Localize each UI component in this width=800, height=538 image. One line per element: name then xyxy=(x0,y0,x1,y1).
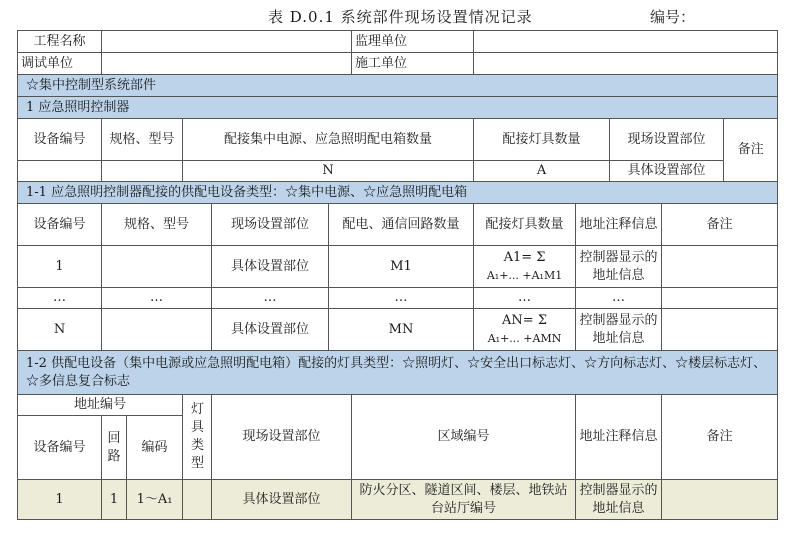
s11-row1-lamps-sum: A1= Σ xyxy=(503,249,546,265)
s11-header-device-id: 设备编号 xyxy=(18,204,102,246)
s11-header-lamps: 配接灯具数量 xyxy=(474,204,576,246)
s12-header-zone: 区域编号 xyxy=(352,395,576,480)
s11-row3-circuits: MN xyxy=(329,309,474,351)
s12-header-device-id: 设备编号 xyxy=(18,416,102,480)
s11-header-remark: 备注 xyxy=(662,204,778,246)
s12-row1-lamp-type[interactable] xyxy=(183,480,212,520)
s11-header-location: 现场设置部位 xyxy=(212,204,329,246)
table-row xyxy=(18,246,778,288)
s12-header-address-info: 地址注释信息 xyxy=(576,395,662,480)
s12-row1-address-info: 控制器显示的地址信息 xyxy=(576,480,662,520)
s12-header-lamp-type: 灯具类型 xyxy=(183,395,212,480)
s12-row1-device-id: 1 xyxy=(18,480,102,520)
ctrl-cell-device-id[interactable] xyxy=(18,161,102,182)
s12-header-location: 现场设置部位 xyxy=(212,395,352,480)
ctrl-cell-model[interactable] xyxy=(102,161,183,182)
s11-row3-lamps-sum: AN= Σ xyxy=(502,312,548,328)
ctrl-header-device-id: 设备编号 xyxy=(18,119,102,161)
table-row xyxy=(18,288,778,309)
s12-header-remark: 备注 xyxy=(662,395,778,480)
s11-row3-device-id: N xyxy=(18,309,102,351)
s11-row1-device-id: 1 xyxy=(18,246,102,288)
construction-unit-label: 施工单位 xyxy=(352,53,474,75)
ctrl-cell-location: 具体设置部位 xyxy=(610,161,724,182)
section-controller: 1 应急照明控制器 xyxy=(18,97,778,119)
section-1-1: 1-1 应急照明控制器配接的供配电设备类型：☆集中电源、☆应急照明配电箱 xyxy=(18,182,778,204)
s11-row1-address-info: 控制器显示的地址信息 xyxy=(576,246,662,288)
ctrl-header-lamp-count: 配接灯具数量 xyxy=(474,119,610,161)
s12-row1-zone: 防火分区、隧道区间、楼层、地铁站台站厅编号 xyxy=(352,480,576,520)
document-number-label: 编号： xyxy=(650,8,696,26)
s12-row1-loop: 1 xyxy=(102,480,127,520)
ctrl-header-location: 现场设置部位 xyxy=(610,119,724,161)
s11-row1-remark[interactable] xyxy=(662,246,778,288)
s11-row1-circuits: M1 xyxy=(329,246,474,288)
s11-row3-model[interactable] xyxy=(102,309,212,351)
document-title: 表 D.0.1 系统部件现场设置情况记录 xyxy=(268,8,533,26)
table-row xyxy=(18,480,778,520)
ctrl-cell-lamps: A xyxy=(474,161,610,182)
s11-row1-lamps-terms: A₁+... +A₁M1 xyxy=(486,268,563,282)
supervision-unit-label: 监理单位 xyxy=(352,31,474,53)
project-name-label: 工程名称 xyxy=(18,31,102,53)
s12-row1-code: 1～A₁ xyxy=(127,480,183,520)
section-centralized: ☆集中控制型系统部件 xyxy=(18,75,778,97)
ctrl-cell-count: N xyxy=(183,161,474,182)
construction-unit-value[interactable] xyxy=(474,53,778,75)
s11-row3-remark[interactable] xyxy=(662,309,778,351)
s11-row3-location: 具体设置部位 xyxy=(212,309,329,351)
supervision-unit-value[interactable] xyxy=(474,31,778,53)
s11-row2-device-id: … xyxy=(18,288,102,309)
s11-row3-address-info: 控制器显示的地址信息 xyxy=(576,309,662,351)
debug-unit-value[interactable] xyxy=(102,53,352,75)
s12-row1-location: 具体设置部位 xyxy=(212,480,352,520)
s11-row2-remark[interactable] xyxy=(662,288,778,309)
s12-header-address: 地址编号 xyxy=(18,395,183,416)
ctrl-header-power-count: 配接集中电源、应急照明配电箱数量 xyxy=(183,119,474,161)
s11-row3-lamps xyxy=(474,309,576,351)
record-table xyxy=(17,30,778,520)
s11-row1-model[interactable] xyxy=(102,246,212,288)
s11-row2-model: … xyxy=(102,288,212,309)
title-row xyxy=(0,0,800,30)
s11-row2-location: … xyxy=(212,288,329,309)
s11-header-address-info: 地址注释信息 xyxy=(576,204,662,246)
s11-row1-lamps xyxy=(474,246,576,288)
s11-header-circuits: 配电、通信回路数量 xyxy=(329,204,474,246)
s11-header-model: 规格、型号 xyxy=(102,204,212,246)
s11-row3-lamps-terms: A₁+... +AMN xyxy=(487,331,562,345)
section-1-2: 1-2 供配电设备（集中电源或应急照明配电箱）配接的灯具类型：☆照明灯、☆安全出口标志灯、☆方向标志灯、☆楼层标志灯、☆多信息复合标志 xyxy=(18,351,778,395)
s12-header-loop: 回路 xyxy=(102,416,127,480)
project-name-value[interactable] xyxy=(102,31,352,53)
s11-row2-lamps: … xyxy=(474,288,576,309)
s12-header-code: 编码 xyxy=(127,416,183,480)
ctrl-header-model: 规格、型号 xyxy=(102,119,183,161)
debug-unit-label: 调试单位 xyxy=(18,53,102,75)
table-row xyxy=(18,309,778,351)
s11-row1-location: 具体设置部位 xyxy=(212,246,329,288)
s11-row2-address-info: … xyxy=(576,288,662,309)
s12-row1-remark[interactable] xyxy=(662,480,778,520)
s11-row2-circuits: … xyxy=(329,288,474,309)
ctrl-header-remark: 备注 xyxy=(724,119,778,182)
